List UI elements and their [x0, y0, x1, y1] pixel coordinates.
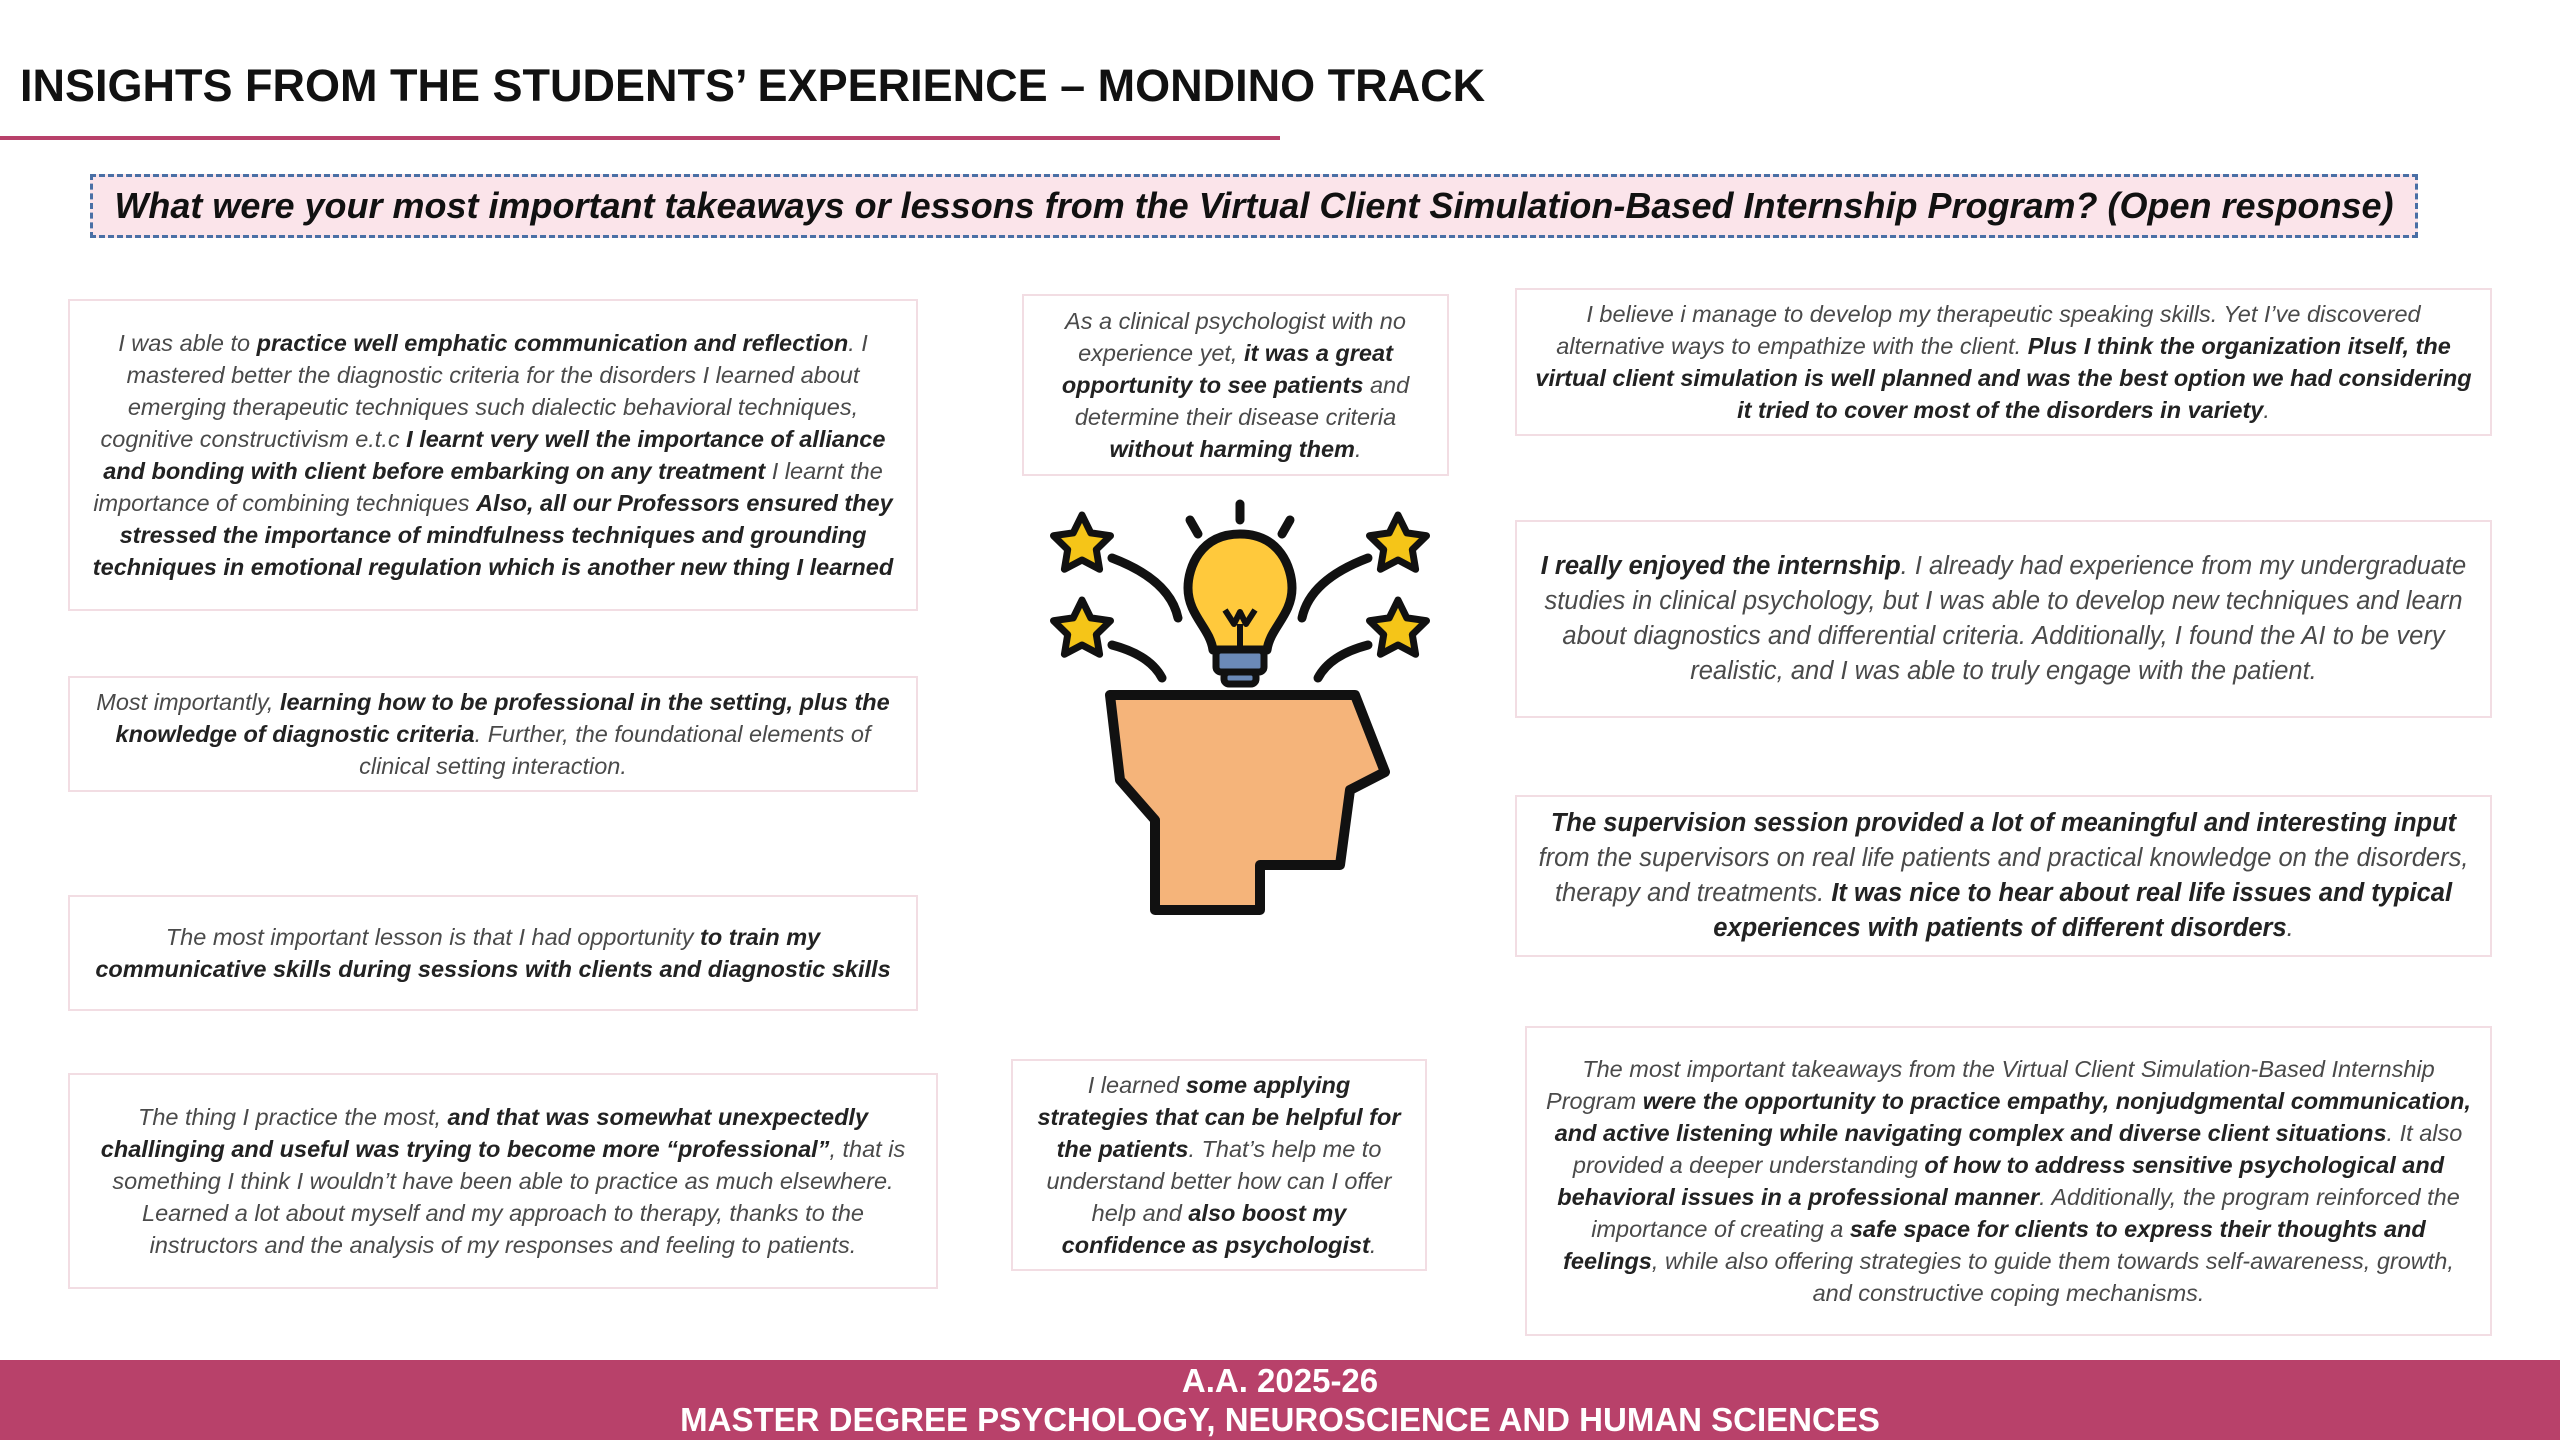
- response-card-5: [1022, 294, 1449, 476]
- response-card-6: [1011, 1059, 1427, 1271]
- response-text: The most important lesson is that I had opportunity to train my communicative skills during sessions with clients and diagnostic skills: [95, 924, 891, 982]
- response-text: I learned some applying strategies that can be helpful for the patients. That’s help me to understand better how can I offer help and also boost my confidence as psychologist.: [1037, 1072, 1401, 1258]
- response-card-2: [68, 676, 918, 792]
- response-text: As a clinical psychologist with no experience yet, it was a great opportunity to see patients and determine their disease criteria without harming them.: [1061, 308, 1410, 462]
- academic-year: A.A. 2025-26: [1181, 1362, 1379, 1399]
- response-card-9: [1515, 795, 2492, 957]
- head-lightbulb-stars-icon: [1020, 490, 1480, 920]
- response-card-4: [68, 1073, 938, 1289]
- question-banner: What were your most important takeaways or lessons from the Virtual Client Simulation-Based Internship Program? (Open response): [90, 174, 2418, 238]
- response-card-3: [68, 895, 918, 1011]
- response-text: The thing I practice the most, and that was somewhat unexpectedly challinging and useful was trying to become more “professional”, that is something I think I wouldn’t have been able to practice as much elsewhere. Learned a lot about myself and my approach to therapy, thanks to the instructors and the analysis of my responses and feeling to patients.: [100, 1104, 906, 1258]
- response-card-10: [1525, 1026, 2492, 1336]
- response-text: I believe i manage to develop my therapeutic speaking skills. Yet I’ve discovered alternative ways to empathize with the client. Plus I think the organization itself, the virtual client simulation is well planned and was the best option we had considering it tried to cover most of the disorders in variety.: [1535, 301, 2472, 423]
- response-card-1: [68, 299, 918, 611]
- response-card-8: [1515, 520, 2492, 718]
- page-title: INSIGHTS FROM THE STUDENTS’ EXPERIENCE – MONDINO TRACK: [20, 60, 1486, 111]
- response-text: The most important takeaways from the Virtual Client Simulation-Based Internship Program were the opportunity to practice empathy, nonjudgmental communication, and active listening while navigating complex and diverse client situations. It also provided a deeper understanding of how to address sensitive psychological and behavioral issues in a professional manner. Additionally, the program reinforced the importance of creating a safe space for clients to express their thoughts and feelings, while also offering strategies to guide them towards self-awareness, growth, and constructive coping mechanisms.: [1546, 1056, 2471, 1306]
- response-text: I was able to practice well emphatic communication and reflection. I mastered better the diagnostic criteria for the disorders I learned about emerging therapeutic techniques such dialectic behavioral techniques, cognitive constructivism e.t.c I learnt very well the importance of alliance and bonding with client before embarking on any treatment I learnt the importance of combining techniques Also, all our Professors ensured they stressed the importance of mindfulness techniques and grounding techniques in emotional regulation which is another new thing I learned: [92, 330, 894, 580]
- response-text: I really enjoyed the internship. I already had experience from my undergraduate studies in clinical psychology, but I was able to develop new techniques and learn about diagnostics and differential criteria. Additionally, I found the AI to be very realistic, and I was able to truly engage with the patient.: [1540, 552, 2467, 685]
- response-text: Most importantly, learning how to be professional in the setting, plus the knowledge of diagnostic criteria. Further, the foundational elements of clinical setting interaction.: [96, 689, 890, 779]
- response-card-7: [1515, 288, 2492, 436]
- title-underline: [0, 136, 1280, 140]
- response-text: The supervision session provided a lot of meaningful and interesting input from the supervisors on real life patients and practical knowledge on the disorders, therapy and treatments. It was nice to hear about real life issues and typical experiences with patients of different disorders.: [1538, 809, 2469, 942]
- degree-name: MASTER DEGREE PSYCHOLOGY, NEUROSCIENCE AND HUMAN SCIENCES: [680, 1401, 1880, 1438]
- footer-bar: [0, 1360, 2560, 1440]
